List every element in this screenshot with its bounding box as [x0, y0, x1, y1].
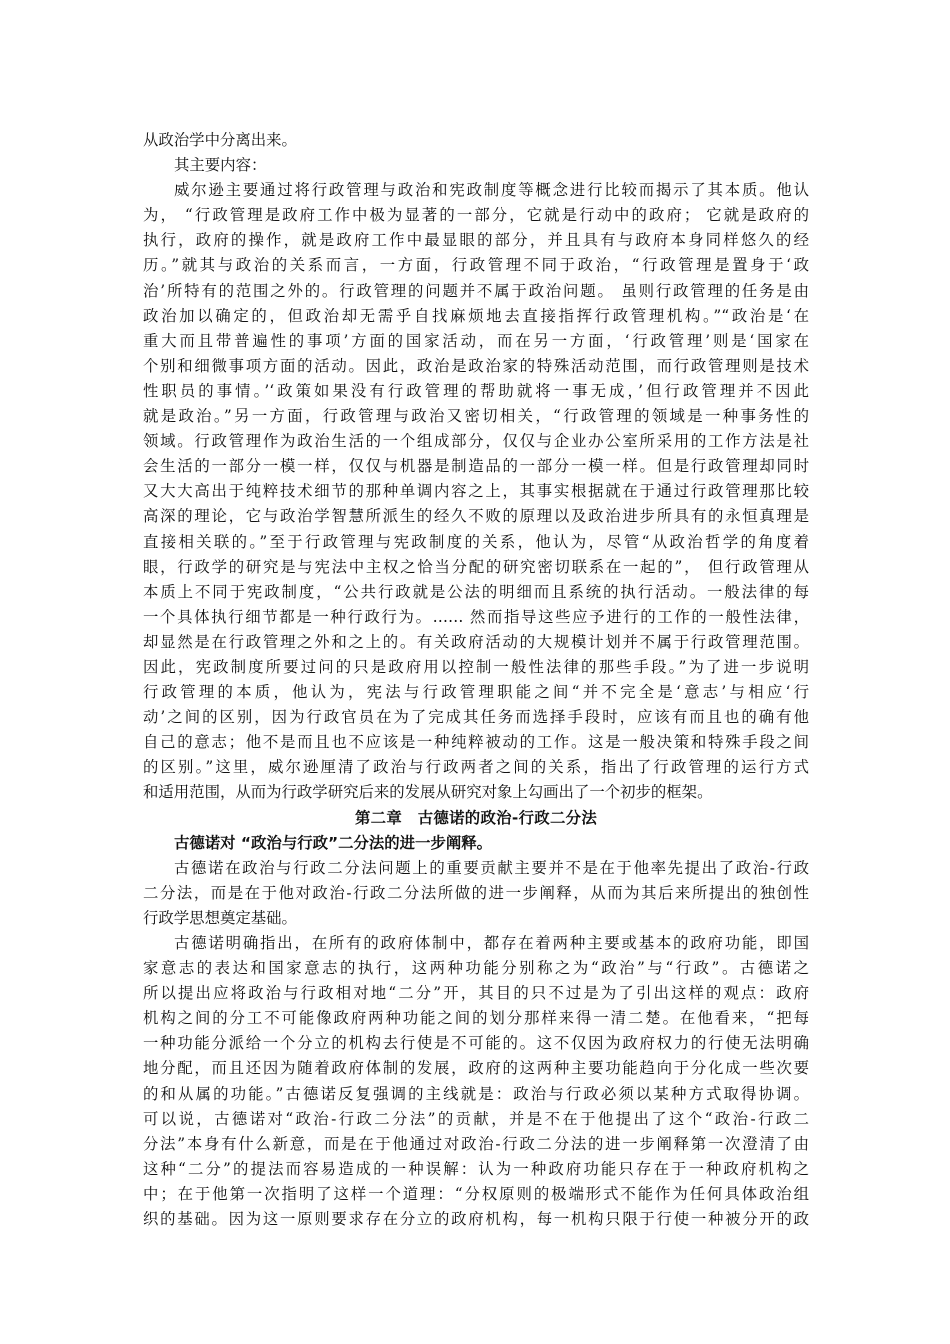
text-line: 机构之间的分工不可能像政府两种功能之间的划分那样来得一清二楚。在他看来，“把每	[143, 1009, 809, 1028]
text-line: 就是政治。”另一方面，行政管理与政治又密切相关，“行政管理的领域是一种事务性的	[143, 407, 809, 426]
text-line: 重大而且带普遍性的事项’方面的国家活动，而在另一方面，‘行政管理’则是‘国家在	[143, 331, 809, 350]
text-line: 为， “行政管理是政府工作中极为显著的一部分，它就是行动中的政府； 它就是政府的	[143, 206, 809, 225]
text-line: 因此，宪政制度所要过问的只是政府用以控制一般性法律的那些手段。”为了进一步说明	[143, 657, 809, 676]
text-line: 分法”本身有什么新意，而是在于他通过对政治-行政二分法的进一步阐释第一次澄清了由	[143, 1134, 809, 1153]
text-line: 领域。行政管理作为政治生活的一个组成部分，仅仅与企业办公室所采用的工作方法是社	[143, 432, 809, 451]
text-line: 自己的意志；他不是而且也不应该是一种纯粹被动的工作。这是一般决策和特殊手段之间	[143, 733, 809, 752]
text-line: 个别和细微事项方面的活动。因此，政治是政治家的特殊活动范围，而行政管理则是技术	[143, 356, 809, 375]
text-line: 执行，政府的操作，就是政府工作中最显眼的部分，并且具有与政府本身同样悠久的经	[143, 231, 809, 250]
document-page	[143, 128, 809, 1232]
paragraph-first-line: 其主要内容：	[174, 156, 267, 175]
text-line: 一个具体执行细节都是一种行政行为。…… 然而指导这些应予进行的工作的一般性法律，	[143, 607, 809, 626]
text-line: 行政学思想奠定基础。	[143, 908, 297, 927]
text-line: 一种功能分派给一个分立的机构去行使是不可能的。这不仅因为政府权力的行使无法明确	[143, 1034, 809, 1053]
text-line: 本质上不同于宪政制度，“公共行政就是公法的明细而且系统的执行活动。一般法律的每	[143, 582, 809, 601]
paragraph-first-line: 威尔逊主要通过将行政管理与政治和宪政制度等概念进行比较而揭示了其本质。他认	[174, 181, 809, 200]
text-line: 中；在于他第一次指明了这样一个道理：“分权原则的极端形式不能作为任何具体政治组	[143, 1184, 809, 1203]
text-line: 直接相关联的。”至于行政管理与宪政制度的关系，他认为，尽管“从政治哲学的角度着	[143, 532, 809, 551]
text-line: 行政管理的本质，他认为，宪法与行政管理职能之间“并不完全是‘意志’与相应‘行	[143, 683, 809, 702]
text-line: 二分法，而是在于他对政治-行政二分法所做的进一步阐释，从而为其后来所提出的独创性	[143, 883, 809, 902]
paragraph-first-line: 古德诺在政治与行政二分法问题上的重要贡献主要并不是在于他率先提出了政治-行政	[174, 858, 809, 877]
text-line: 织的基础。因为这一原则要求存在分立的政府机构，每一机构只限于行使一种被分开的政	[143, 1210, 809, 1229]
text-line: 的和从属的功能。”古德诺反复强调的主线就是：政治与行政必须以某种方式取得协调。	[143, 1084, 809, 1103]
text-line: 动’之间的区别，因为行政官员在为了完成其任务而选择手段时，应该有而且也的确有他	[143, 708, 809, 727]
text-line: 却显然是在行政管理之外和之上的。有关政府活动的大规模计划并不属于行政管理范围。	[143, 632, 809, 651]
text-line: 地分配，而且还因为随着政府体制的发展，政府的这两种主要功能趋向于分化成一些次要	[143, 1059, 809, 1078]
text-line: 会生活的一部分一模一样，仅仅与机器是制造品的一部分一模一样。但是行政管理却同时	[143, 457, 809, 476]
text-line: 政治加以确定的，但政治却无需乎自找麻烦地去直接指挥行政管理机构。”“政治是‘在	[143, 306, 809, 325]
paragraph-first-line: 古德诺明确指出，在所有的政府体制中，都存在着两种主要或基本的政府功能，即国	[174, 934, 809, 952]
text-line: 眼，行政学的研究是与宪法中主权之恰当分配的研究密切联系在一起的”， 但行政管理从	[143, 557, 809, 576]
chapter-heading: 第二章 古德诺的政治-行政二分法	[354, 808, 598, 827]
text-line: 高深的理论，它与政治学智慧所派生的经久不败的原理以及政治进步所具有的永恒真理是	[143, 507, 809, 526]
text-line: 从政治学中分离出来。	[143, 131, 297, 149]
text-line: 所以提出应将政治与行政相对地“二分”开，其目的只不过是为了引出这样的观点：政府	[143, 984, 809, 1003]
text-line: 历。”就其与政治的关系而言，一方面，行政管理不同于政治，“行政管理是置身于‘政	[143, 256, 809, 275]
text-line: 可以说，古德诺对“政治-行政二分法”的贡献，并是不在于他提出了这个“政治-行政二	[143, 1109, 809, 1128]
text-line: 家意志的表达和国家意志的执行，这两种功能分别称之为“政治”与“行政”。古德诺之	[143, 959, 809, 978]
text-line: 和适用范围，从而为行政学研究后来的发展从研究对象上勾画出了一个初步的框架。	[143, 783, 713, 802]
text-line: 治’所特有的范围之外的。行政管理的问题并不属于政治问题。 虽则行政管理的任务是由	[143, 281, 809, 300]
text-line: 这种“二分”的提法而容易造成的一种误解：认为一种政府功能只存在于一种政府机构之	[143, 1159, 809, 1178]
text-line: 性职员的事情。’‘政策如果没有行政管理的帮助就将一事无成，’但行政管理并不因此	[143, 381, 809, 400]
text-line: 又大大高出于纯粹技术细节的那种单调内容之上，其事实根据就在于通过行政管理那比较	[143, 482, 809, 501]
text-line: 的区别。”这里，威尔逊厘清了政治与行政两者之间的关系，指出了行政管理的运行方式	[143, 758, 809, 777]
section-subheading: 古德诺对 “政治与行政”二分法的进一步阐释。	[174, 833, 493, 852]
